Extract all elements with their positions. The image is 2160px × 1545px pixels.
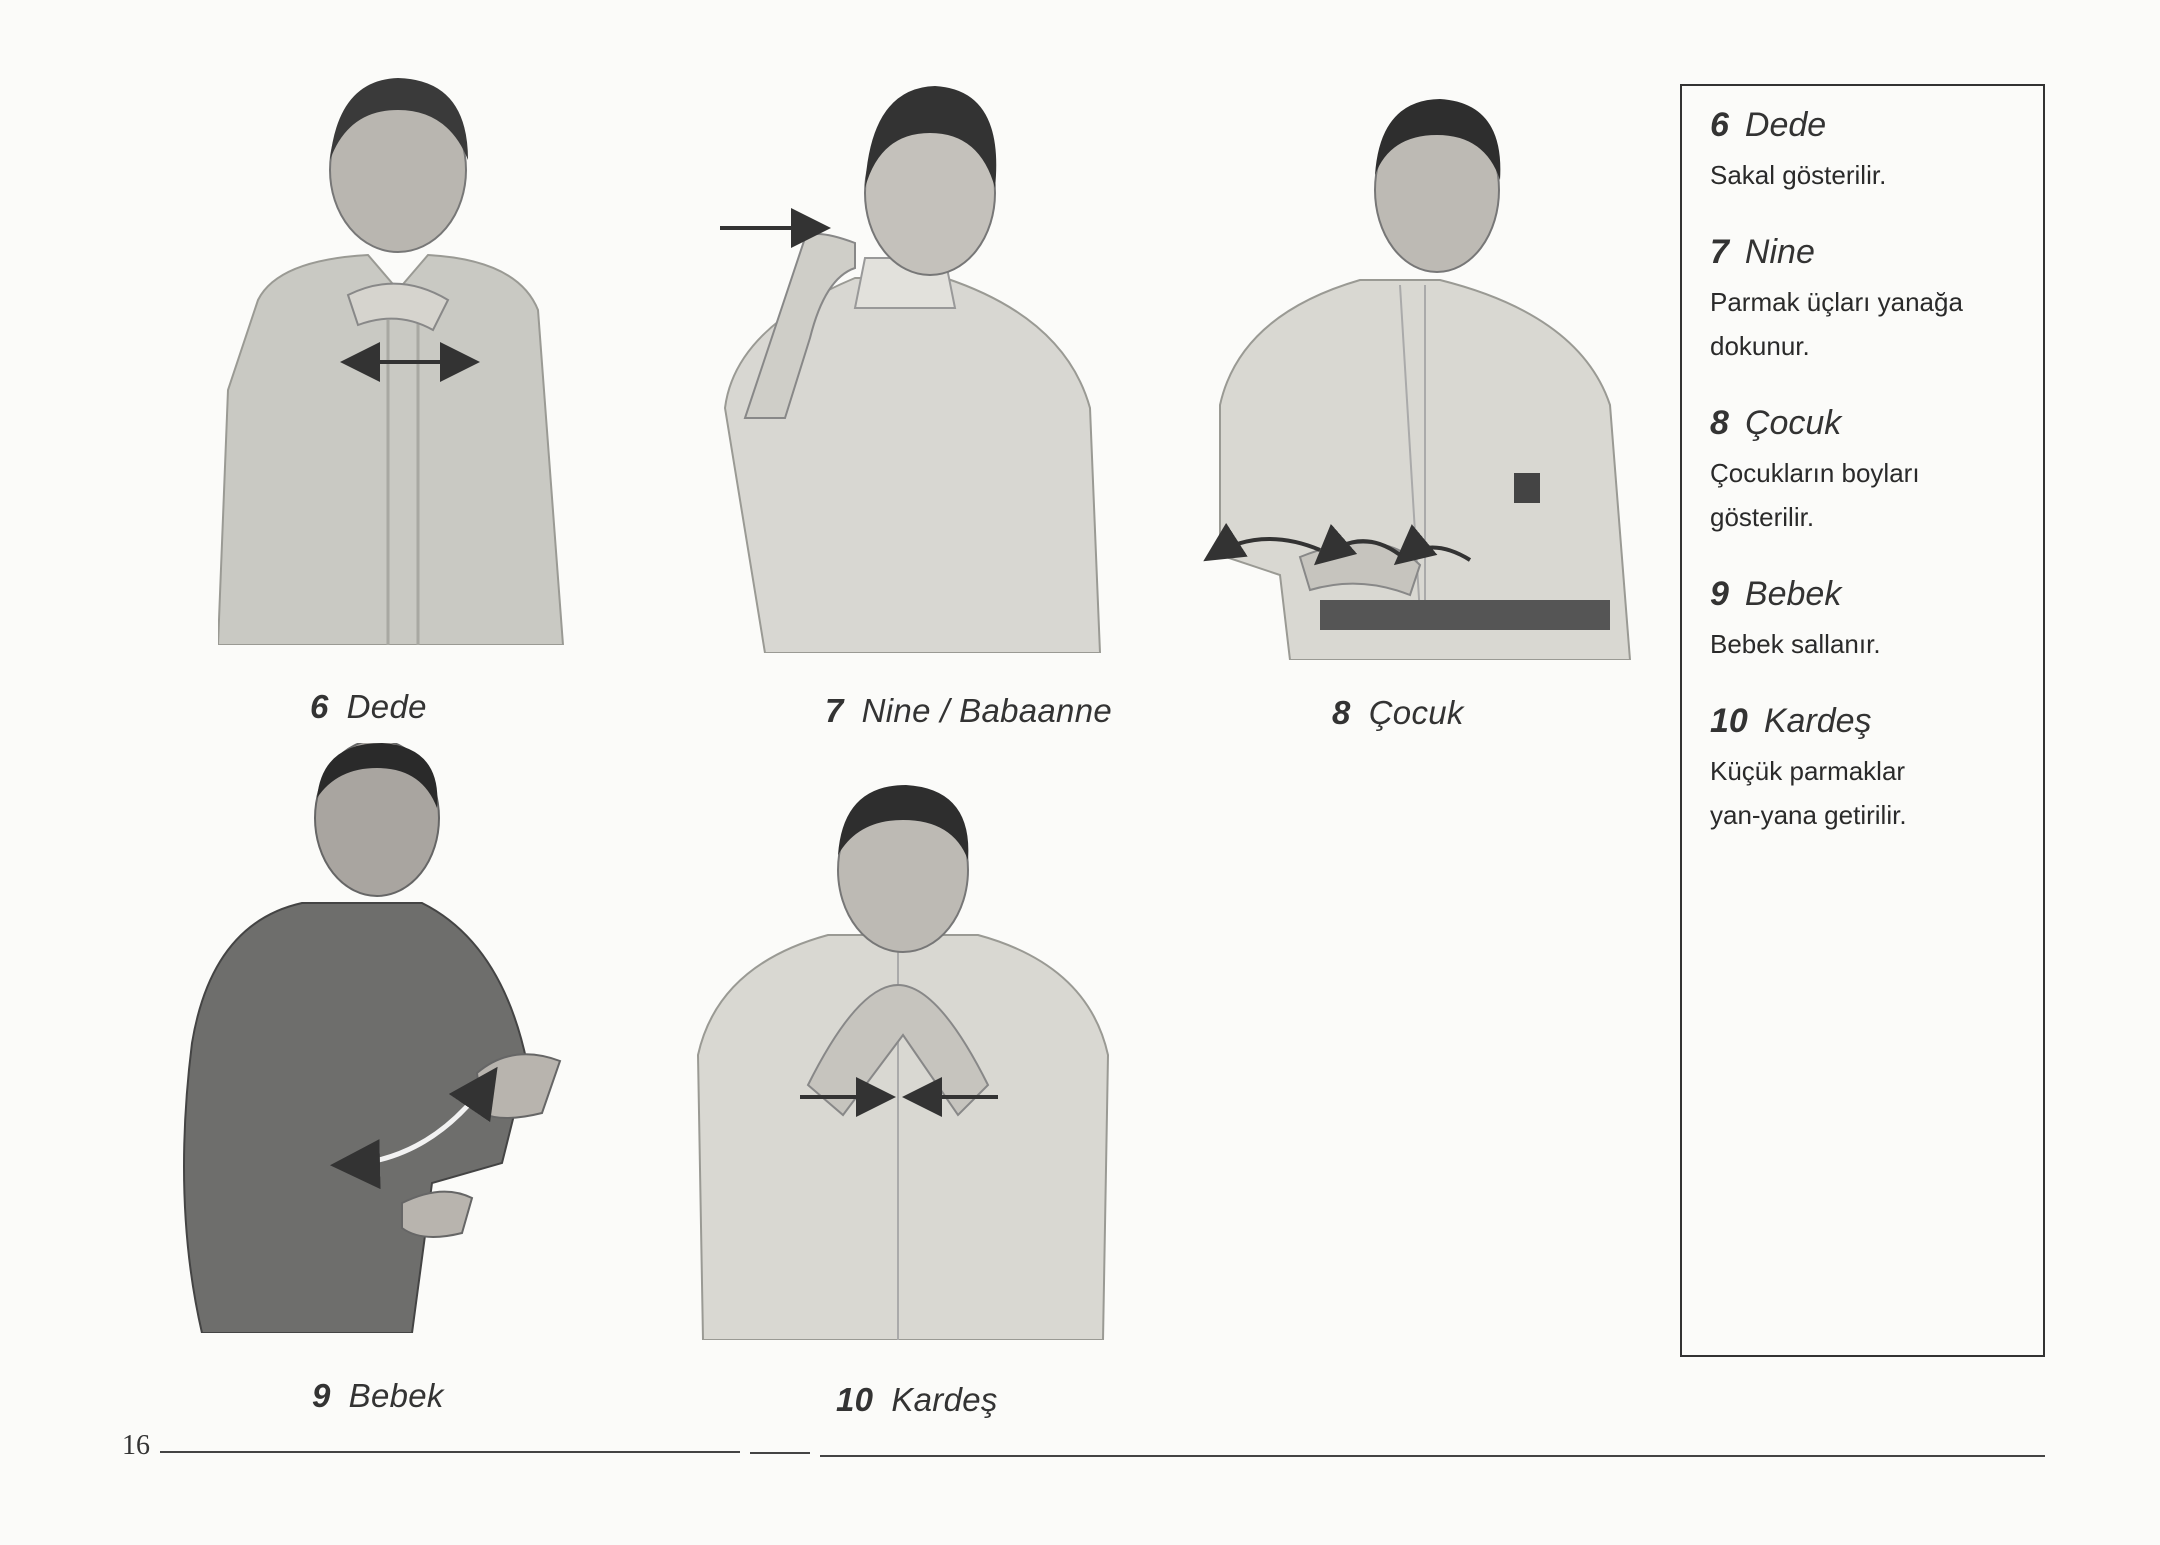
footer-rule [820,1455,2045,1457]
explanation-title: 8 Çocuk [1710,404,1842,442]
footer-rule [160,1451,740,1453]
explanation-title: 6 Dede [1710,106,1827,144]
photo-cocuk [1200,95,1632,660]
explanation-text: Küçük parmaklar yan-yana getirilir. [1710,756,1907,830]
explanation-dede [1710,106,2021,197]
explanation-text: Bebek sallanır. [1710,629,1881,659]
explanation-cocuk [1710,404,2021,539]
explanation-title: 7 Nine [1710,233,1815,271]
explanation-text: Sakal gösterilir. [1710,160,1887,190]
explanation-text: Parmak üçları yanağa dokunur. [1710,287,1963,361]
explanation-text: Çocukların boyları gösterilir. [1710,458,1920,532]
footer-rule [750,1452,810,1454]
photo-dede [218,60,568,645]
explanation-box [1680,84,2045,1357]
explanation-title: 10 Kardeş [1710,702,1872,740]
caption-cocuk: 8 Çocuk [1332,694,1464,731]
caption-nine-babaanne: 7 Nine / Babaanne [825,692,1113,729]
explanation-nine [1710,233,2021,368]
page-number: 16 [122,1430,150,1461]
photo-nine [705,78,1105,653]
photo-bebek [172,743,564,1333]
explanation-title: 9 Bebek [1710,575,1842,613]
photo-kardes [688,785,1116,1340]
explanation-kardes [1710,702,2021,837]
caption-bebek: 9 Bebek [312,1377,444,1414]
caption-dede: 6 Dede [310,688,427,725]
explanation-bebek [1710,575,2021,666]
caption-kardes: 10 Kardeş [836,1381,998,1418]
